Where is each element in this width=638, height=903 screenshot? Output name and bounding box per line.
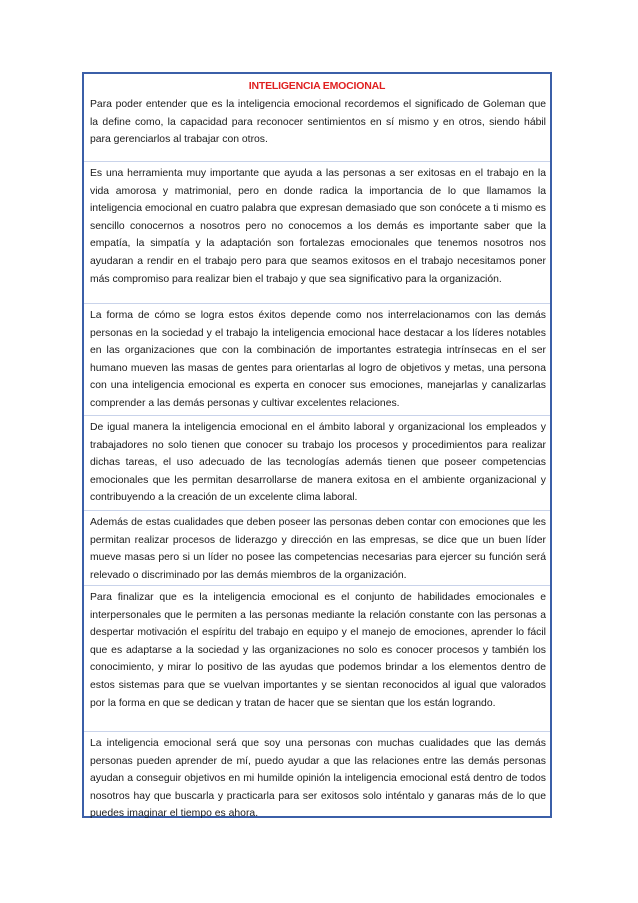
paragraph-7: La inteligencia emocional será que soy una personas con muchas cualidades que las demás personas pueden aprender de mí, puedo ayudar a que las relaciones entre las demás personas ayudan a conseguir objetivos en mi humilde opinión la inteligencia emocional está dentro de todos nosotros hay que buscarla y practicarla para ser exitosos solo inténtalo y ganaras más de lo que puedes imaginar el tiempo es ahora. bbox=[90, 738, 546, 820]
paragraph-4: De igual manera la inteligencia emocional en el ámbito laboral y organizacional los empleados y trabajadores no solo tienen que conocer su trabajo los procesos y procedimientos para realizar dichas tareas, el uso adecuado de las tecnologías además tienen que poseer competencias emocionales que les permitan desarrollarse de manera exitosa en el ambiente organizacional y contribuyendo a la creación de un excelente clima laboral. bbox=[90, 422, 546, 504]
paragraph-divider bbox=[84, 731, 550, 732]
paragraph-divider bbox=[84, 415, 550, 416]
paragraph-divider bbox=[84, 303, 550, 304]
paragraph-1: Para poder entender que es la inteligencia emocional recordemos el significado de Goleman que la define como, la capacidad para reconocer sentimientos en sí mismo y en otros, siendo hábil para gerenciarlos al trabajar con otros. bbox=[90, 99, 546, 146]
paragraph-divider bbox=[84, 585, 550, 586]
paragraph-3: La forma de cómo se logra estos éxitos depende como nos interrelacionamos con las demás personas en la sociedad y el trabajo la inteligencia emocional hace destacar a los líderes notables en las organizaciones que con la combinación de importantes estrategia intrínsecas en el ser humano mueven las masas de gentes para orientarlas al logro de objetivos y metas, una persona con una inteligencia emocional es experta en conocer sus emociones, manejarlas y canalizarlas comprender a las demás personas y cultivar excelentes relaciones. bbox=[90, 310, 546, 409]
paragraph-2: Es una herramienta muy importante que ayuda a las personas a ser exitosas en el trabajo en la vida amorosa y matrimonial, pero en donde radica la importancia de lo que llamamos la inteligencia emocional en cuatro palabra que expresan demasiado que son conócete a ti mismo es sencillo conocernos a nosotros pero no conocemos a los demás es importante saber que la empatía, la simpatía y la adaptación son fortalezas emocionales que tenemos nosotros nos ayudaran a rendir en el trabajo pero para que seamos exitosos en el trabajo necesitamos poner más compromiso para realizar bien el trabajo y que sea significativo para la organización. bbox=[90, 168, 546, 285]
paragraph-6: Para finalizar que es la inteligencia emocional es el conjunto de habilidades emocionales e interpersonales que le permiten a las personas mediante la relación constante con las personas a despertar motivación el espíritu del trabajo en equipo y el manejo de emociones, aprender lo fácil que es adaptarse a la sociedad y las organizaciones no solo es conocer procesos y también los conocimiento, y mirar lo positivo de las ayudas que podemos brindar a los elementos dentro de estos sistemas para que se vuelvan importantes y se sientan reconocidos al igual que valorados por la forma en que se dedican y tratan de hacer que se sientan que los están logrando. bbox=[90, 592, 546, 709]
paragraph-5: Además de estas cualidades que deben poseer las personas deben contar con emociones que les permitan realizar procesos de liderazgo y dirección en las empresas, se dice que un buen líder mueve masas pero si un líder no posee las competencias necesarias para ejercer su función será relevado o discriminado por las demás miembros de la organización. bbox=[90, 517, 546, 581]
paragraph-divider bbox=[84, 161, 550, 162]
paragraph-divider bbox=[84, 510, 550, 511]
document-title: INTELIGENCIA EMOCIONAL bbox=[248, 80, 386, 92]
